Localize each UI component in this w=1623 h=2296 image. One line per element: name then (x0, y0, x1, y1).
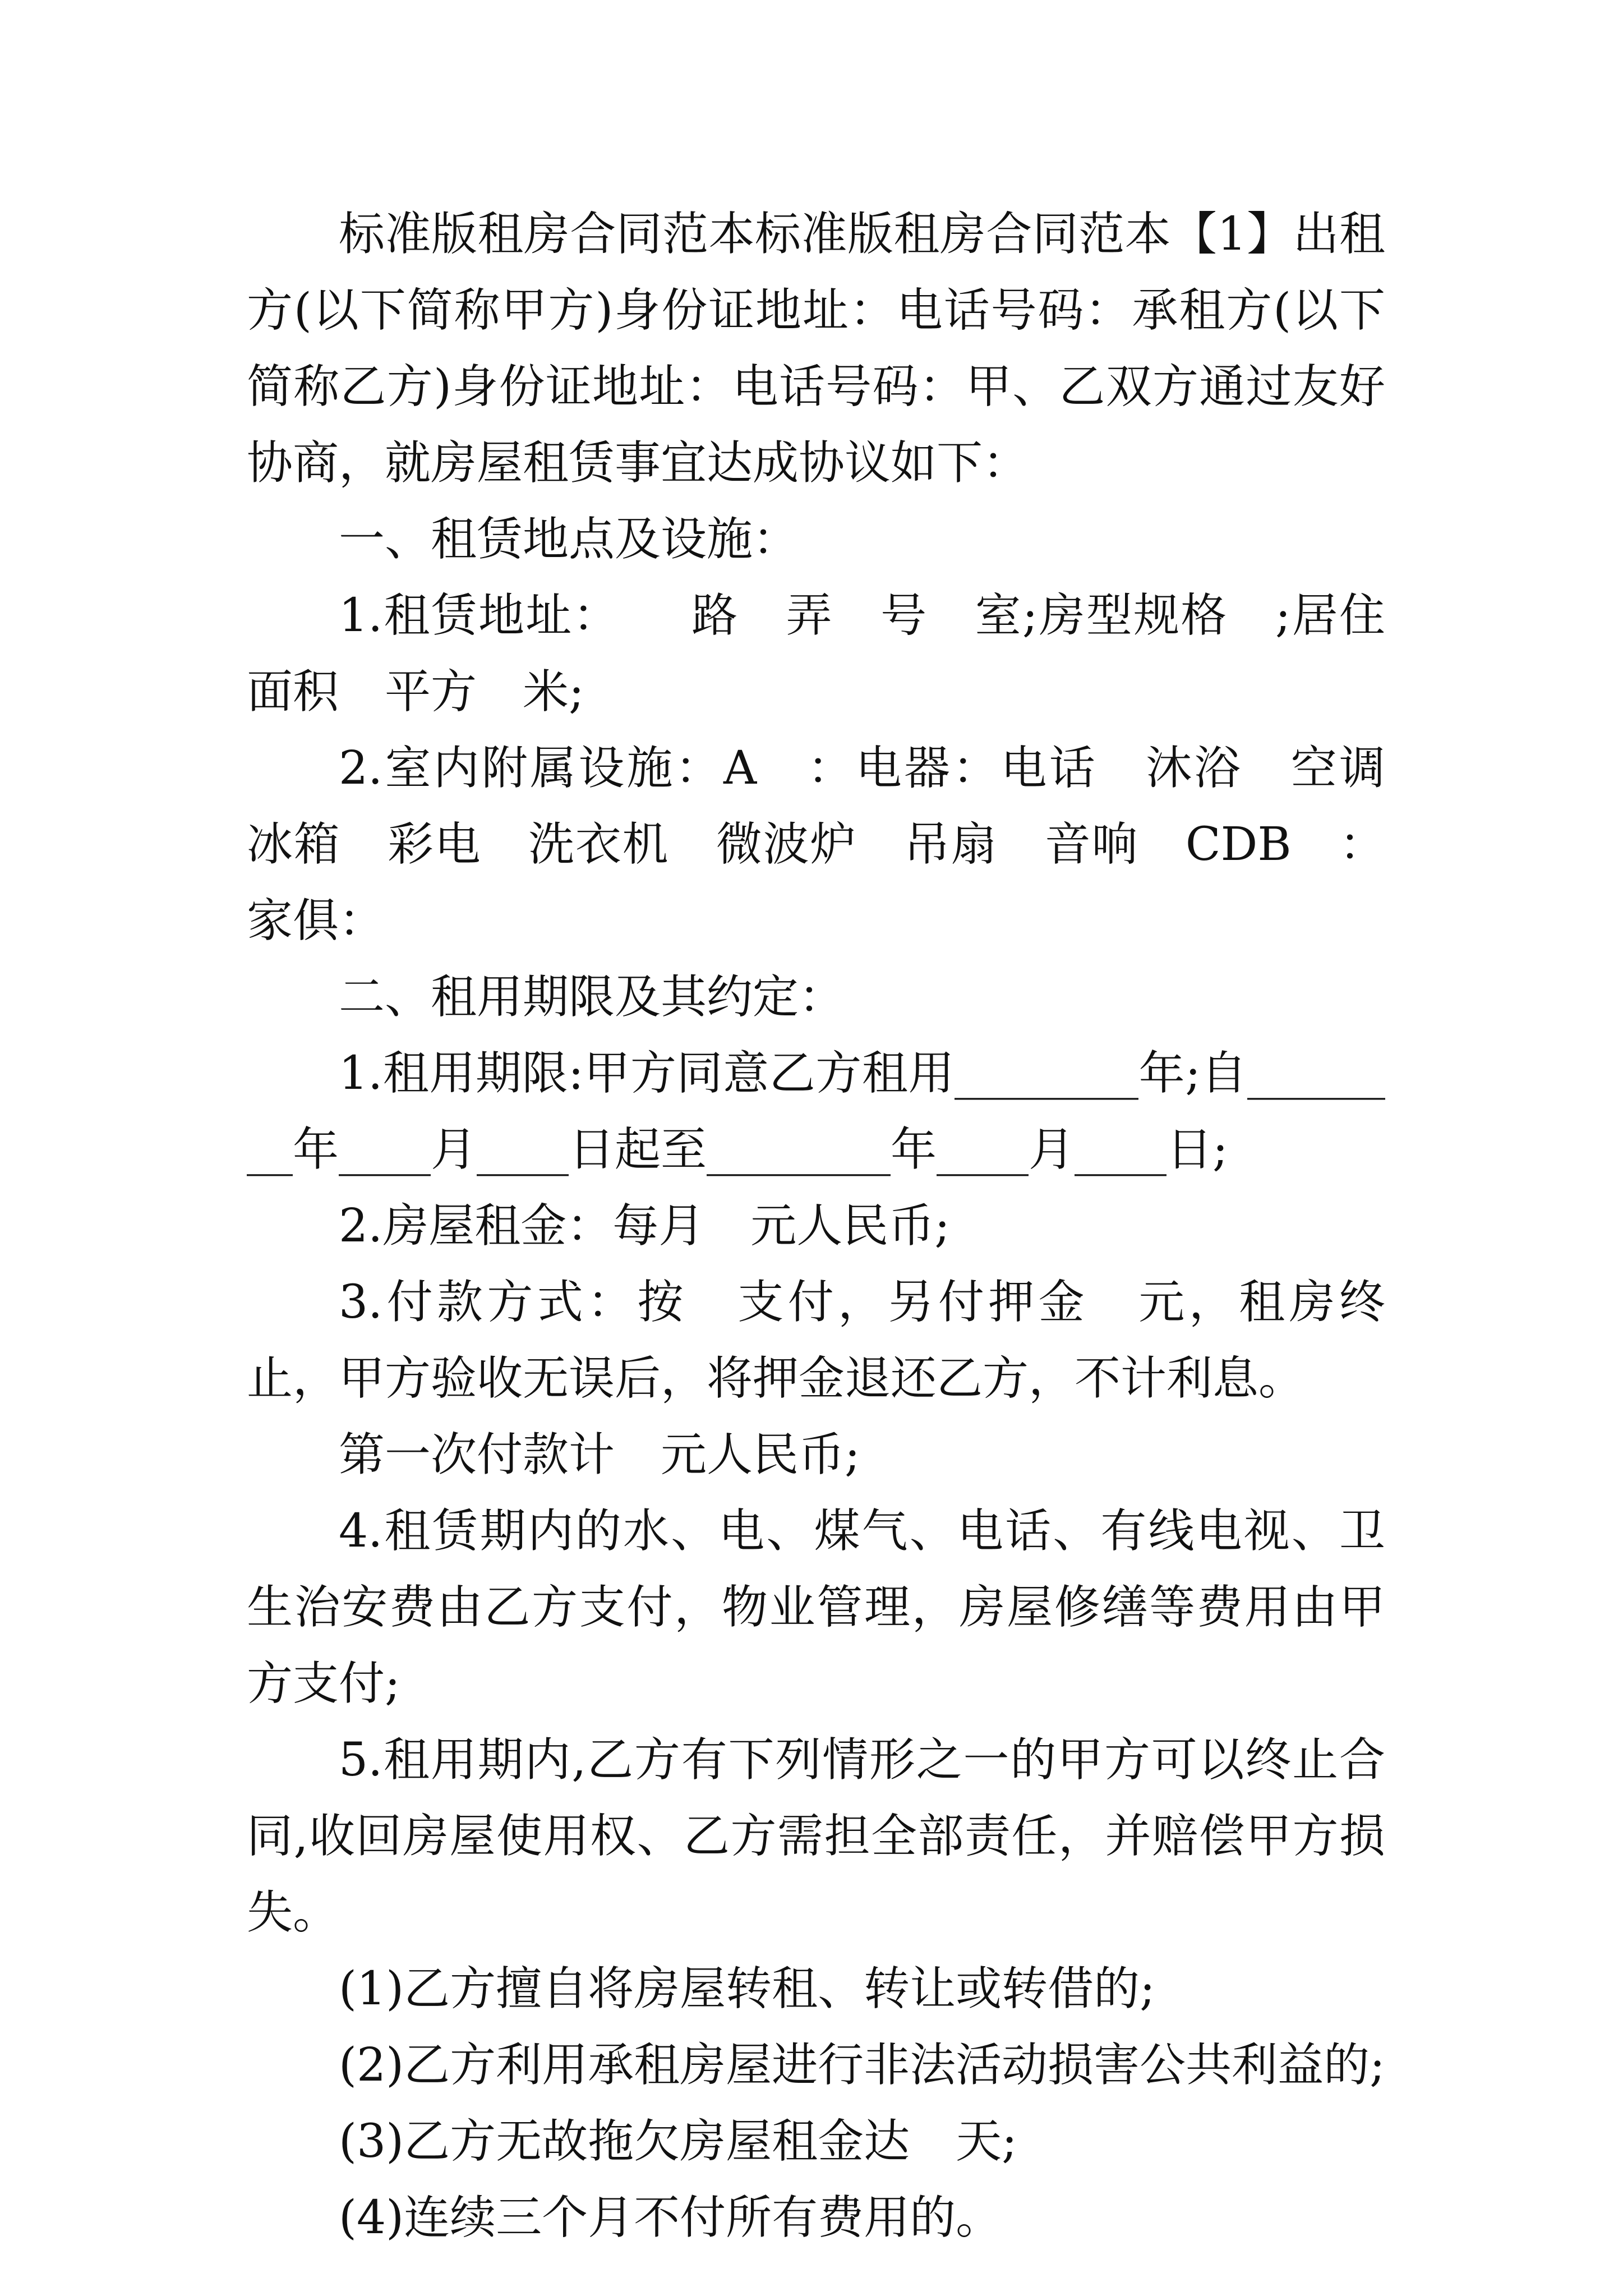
clause-termination: 5.租用期内,乙方有下列情形之一的甲方可以终止合同,收回房屋使用权、乙方需担全部责任，并赔偿甲方损失。 (247, 1733, 1385, 1939)
intro-paragraph: 标准版租房合同范本标准版租房合同范本【1】出租方(以下简称甲方)身份证地址：电话号码：承租方(以下简称乙方)身份证地址：电话号码：甲、乙双方通过友好协商，就房屋租赁事宜达成协议如下： (247, 208, 1385, 490)
termination-item-4: (4)连续三个月不付所有费用的。 (339, 2191, 1002, 2244)
termination-item-1: (1)乙方擅自将房屋转租、转让或转借的; (339, 1962, 1155, 2016)
section-heading-term: 二、租用期限及其约定： (339, 970, 845, 1024)
section-heading-location: 一、租赁地点及设施： (339, 513, 799, 566)
clause-monthly-rent: 2.房屋租金：每月 元人民币; (339, 1199, 950, 1253)
termination-item-2: (2)乙方利用承租房屋进行非法活动损害公共利益的; (339, 2039, 1385, 2092)
clause-rental-address: 1.租赁地址： 路 弄 号 室;房型规格 ;居住面积 平方 米; (247, 589, 1385, 719)
clause-rental-period: 1.租用期限:甲方同意乙方租用________年;自________年____月____日起至________年____月____日; (247, 1047, 1385, 1176)
clause-utilities: 4.租赁期内的水、电、煤气、电话、有线电视、卫生治安费由乙方支付，物业管理，房屋修缮等费用由甲方支付; (247, 1504, 1385, 1710)
clause-payment-method: 3.付款方式：按 支付，另付押金 元，租房终止，甲方验收无误后，将押金退还乙方，不计利息。 (247, 1276, 1385, 1405)
clause-facilities: 2.室内附属设施：A ：电器：电话 沐浴 空调 冰箱 彩电 洗衣机 微波炉 吊扇 音响 CDB ：家俱： (247, 742, 1432, 947)
clause-first-payment: 第一次付款计 元人民币; (339, 1428, 860, 1481)
termination-item-3: (3)乙方无故拖欠房屋租金达 天; (339, 2115, 1017, 2168)
contract-body (247, 196, 1432, 2256)
